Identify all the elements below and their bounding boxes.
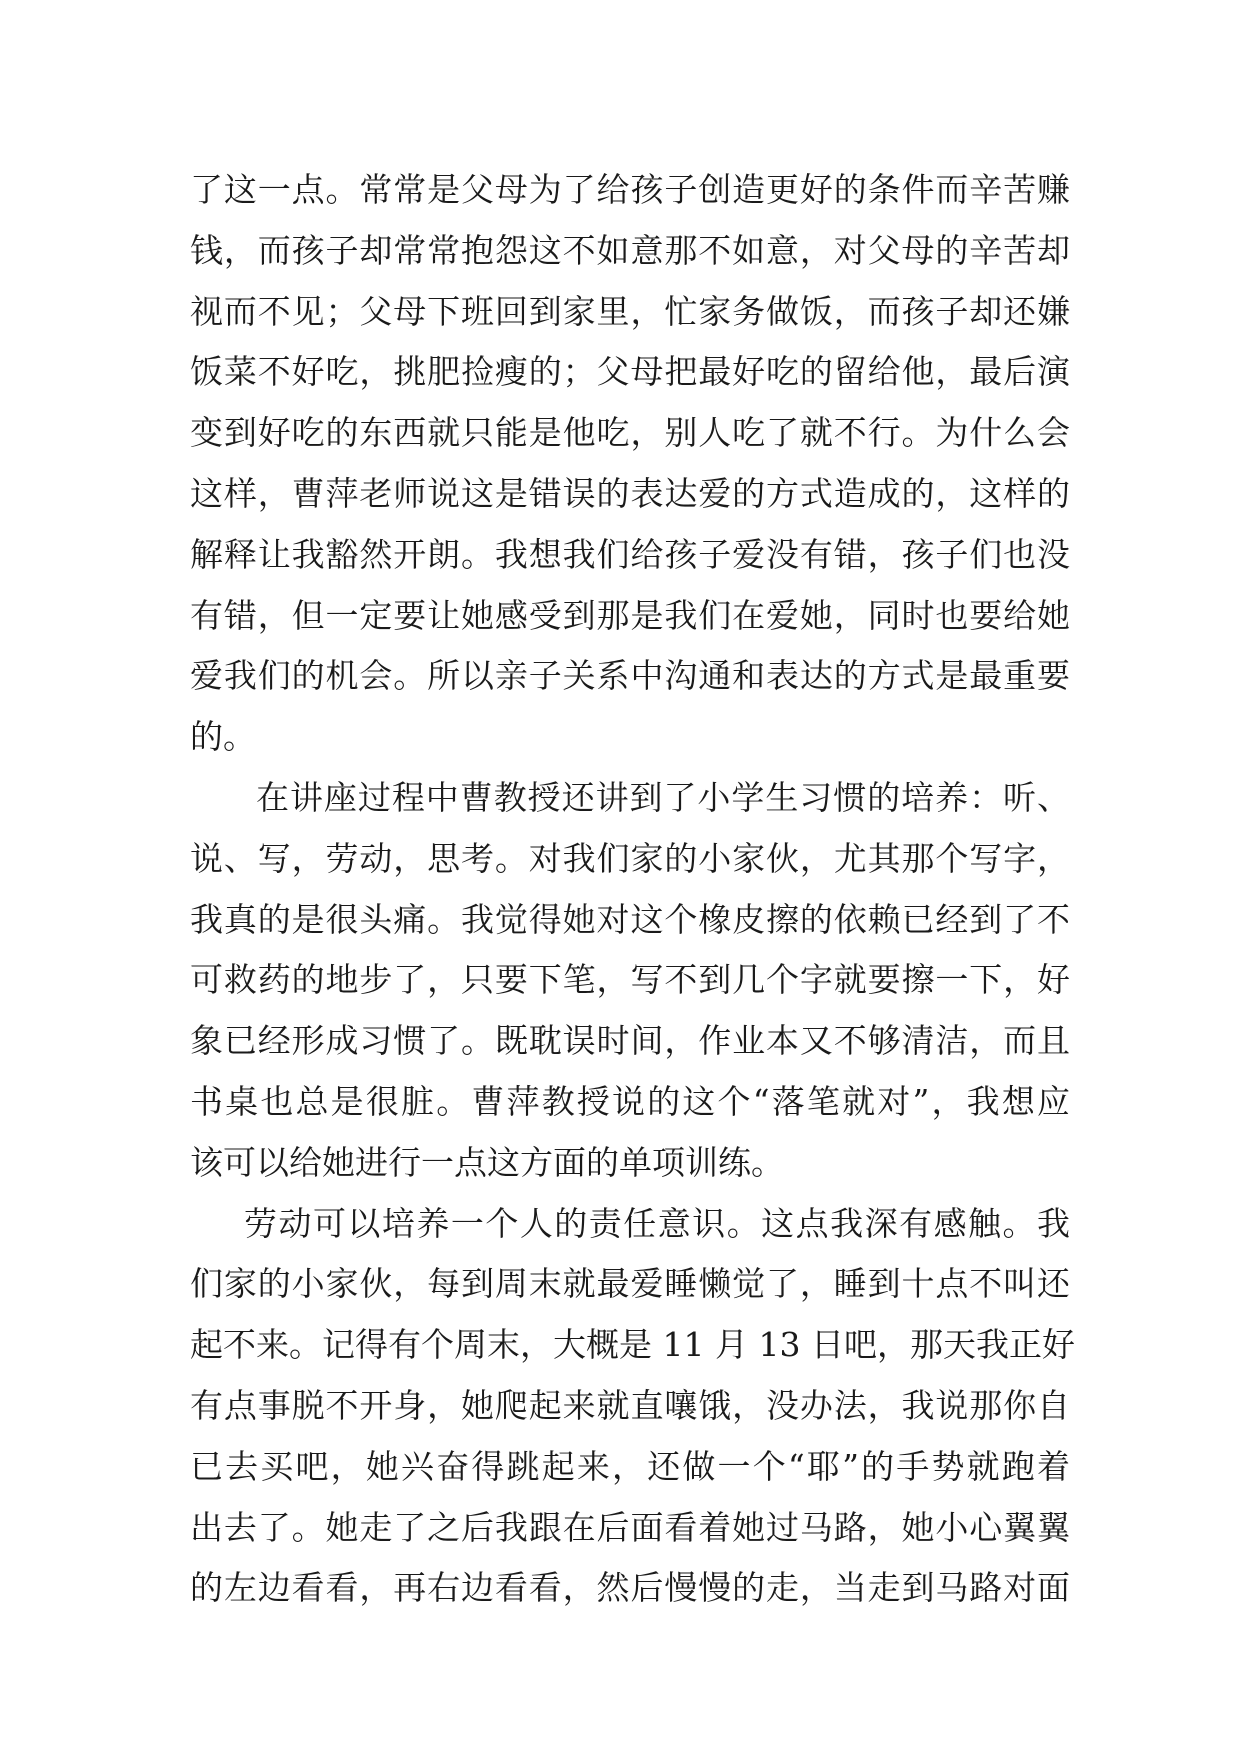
text-line: 象已经形成习惯了。既耽误时间，作业本又不够清洁，而且	[190, 1021, 1070, 1061]
text-line: 了这一点。常常是父母为了给孩子创造更好的条件而辛苦赚	[190, 170, 1070, 209]
text-line: 有错，但一定要让她感受到那是我们在爱她，同时也要给她	[190, 595, 1070, 635]
text-line: 的。	[190, 717, 256, 757]
text-line: 们家的小家伙，每到周末就最爱睡懒觉了，睡到十点不叫还	[190, 1264, 1070, 1304]
document-body	[190, 160, 1075, 1619]
text-line: 解释让我豁然开朗。我想我们给孩子爱没有错，孩子们也没	[190, 534, 1070, 574]
text-line: 有点事脱不开身，她爬起来就直嚷饿，没办法，我说那你自	[190, 1385, 1070, 1425]
text-line: 该可以给她进行一点这方面的单项训练。	[190, 1142, 784, 1182]
text-line: 已去买吧，她兴奋得跳起来，还做一个“耶”的手势就跑着	[190, 1446, 1070, 1486]
text-line: 说、写，劳动，思考。对我们家的小家伙，尤其那个写字，	[190, 838, 1070, 878]
text-line: 饭菜不好吃，挑肥捡瘦的；父母把最好吃的留给他，最后演	[190, 352, 1070, 392]
text-line: 可救药的地步了，只要下笔，写不到几个字就要擦一下，好	[190, 960, 1070, 1000]
text-line: 劳动可以培养一个人的责任意识。这点我深有感触。我	[244, 1203, 1070, 1243]
text-line: 钱，而孩子却常常抱怨这不如意那不如意，对父母的辛苦却	[190, 230, 1070, 270]
text-line: 爱我们的机会。所以亲子关系中沟通和表达的方式是最重要	[190, 656, 1070, 696]
text-line: 在讲座过程中曹教授还讲到了小学生习惯的培养：听、	[256, 777, 1070, 817]
text-line: 出去了。她走了之后我跟在后面看着她过马路，她小心翼翼	[190, 1507, 1070, 1547]
text-line: 的左边看看，再右边看看，然后慢慢的走，当走到马路对面	[190, 1568, 1070, 1608]
text-line: 变到好吃的东西就只能是他吃，别人吃了就不行。为什么会	[190, 413, 1070, 453]
text-line: 我真的是很头痛。我觉得她对这个橡皮擦的依赖已经到了不	[190, 899, 1070, 939]
text-line: 书桌也总是很脏。曹萍教授说的这个“落笔就对”，我想应	[190, 1081, 1070, 1121]
text-line: 视而不见；父母下班回到家里，忙家务做饭，而孩子却还嫌	[190, 291, 1070, 331]
text-line: 起不来。记得有个周末，大概是 11 月 13 日吧，那天我正好	[190, 1325, 1075, 1365]
text-line: 这样，曹萍老师说这是错误的表达爱的方式造成的，这样的	[190, 473, 1070, 513]
